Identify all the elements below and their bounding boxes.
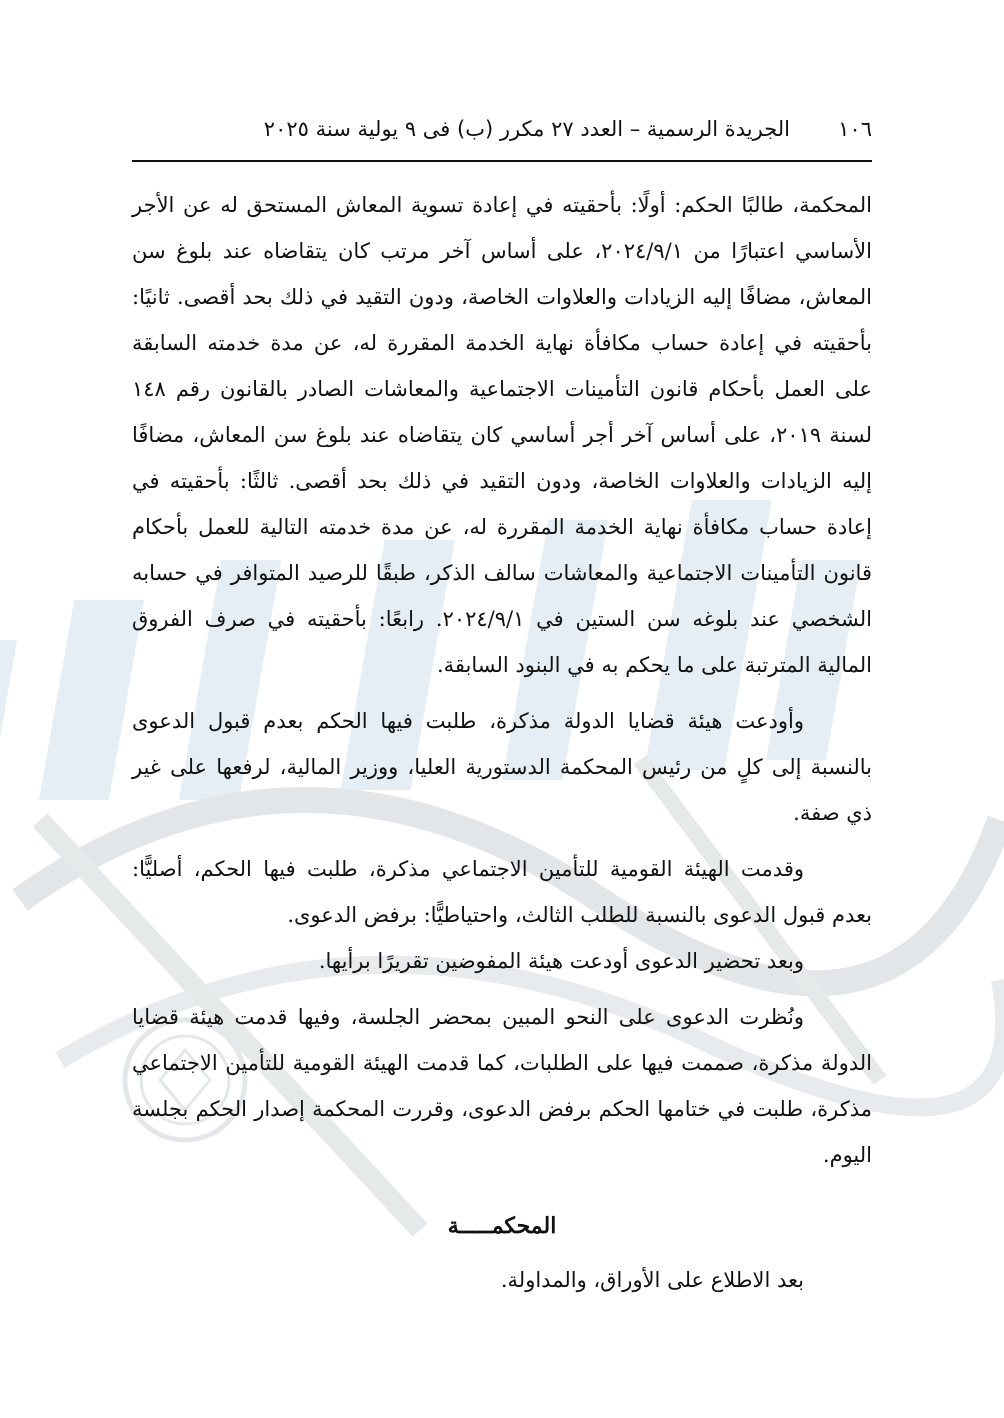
gazette-header-title: الجريدة الرسمية – العدد ٢٧ مكرر (ب) فى ٩ يولية سنة ٢٠٢٥: [263, 117, 790, 141]
closing-sentence: بعد الاطلاع على الأوراق، والمداولة.: [500, 1268, 804, 1292]
section-heading-court: المحكمـــــة: [447, 1213, 557, 1239]
paragraph-claims: المحكمة، طالبًا الحكم: أولًا: بأحقيته في إعادة تسوية المعاش المستحق له عن الأجر الأساسي اعتبارًا من ٢٠٢٤/٩/١، على أساس آخر مرتب كان يتقاضاه عند بلوغ سن المعاش، مضافًا إليه الزيادات والعلاوات الخاصة، ودون التقيد في ذلك بحد أقصى. ثانيًا: بأحقيته في إعادة حساب مكافأة نهاية الخدمة المقررة له، عن مدة خدمته السابقة على العمل بأحكام قانون التأمينات الاجتماعية والمعاشات الصادر بالقانون رقم ١٤٨ لسنة ٢٠١٩، على أساس آخر أجر أساسي كان يتقاضاه عند بلوغ سن المعاش، مضافًا إليه الزيادات والعلاوات الخاصة، ودون التقيد في ذلك بحد أقصى. ثالثًا: بأحقيته في إعادة حساب مكافأة نهاية الخدمة المقررة له، عن مدة خدمته التالية للعمل بأحكام قانون التأمينات الاجتماعية والمعاشات سالف الذكر، طبقًا للرصيد المتوافر في حسابه الشخصي عند بلوغه سن الستين في ٢٠٢٤/٩/١. رابعًا: بأحقيته في صرف الفروق المالية المترتبة على ما يحكم به في البنود السابقة.: [132, 193, 872, 677]
paragraph-social-insurance-memo: وقدمت الهيئة القومية للتأمين الاجتماعي مذكرة، طلبت فيها الحكم، أصليًّا: بعدم قبول الدعوى بالنسبة للطلب الثالث، واحتياطيًّا: برفض الدعوى.: [132, 857, 872, 927]
paragraph-state-cases-memo: وأودعت هيئة قضايا الدولة مذكرة، طلبت فيها الحكم بعدم قبول الدعوى بالنسبة إلى كلٍ من رئيس المحكمة الدستورية العليا، ووزير المالية، لرفعها على غير ذي صفة.: [132, 709, 872, 825]
header-divider: [132, 160, 872, 162]
page-header: [132, 112, 872, 146]
document-body: [132, 182, 872, 1178]
paragraph-hearing: ونُظرت الدعوى على النحو المبين بمحضر الجلسة، وفيها قدمت هيئة قضايا الدولة مذكرة، صممت فيها على الطلبات، كما قدمت الهيئة القومية للتأمين الاجتماعي مذكرة، طلبت في ختامها الحكم برفض الدعوى، وقررت المحكمة إصدار الحكم بجلسة اليوم.: [132, 1005, 872, 1167]
page-number: ١٠٦: [838, 117, 872, 141]
paragraph-commissioners-report: وبعد تحضير الدعوى أودعت هيئة المفوضين تقريرًا برأيها.: [318, 949, 804, 973]
